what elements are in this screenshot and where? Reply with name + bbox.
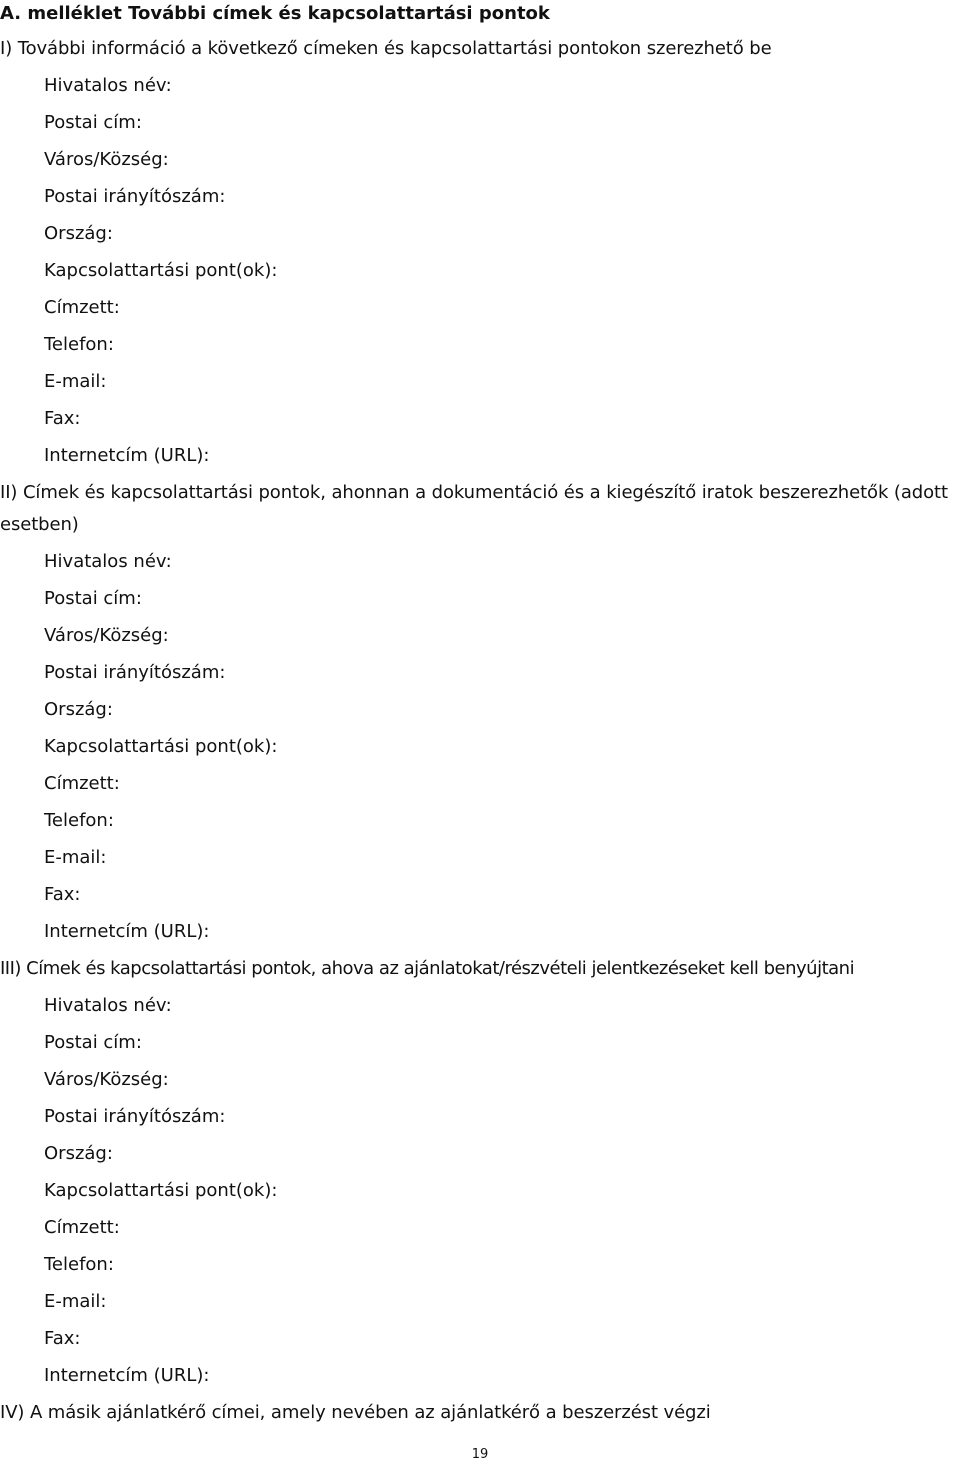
field-postal-code: Postai irányítószám: <box>44 1106 226 1127</box>
field-country: Ország: <box>44 699 113 720</box>
field-official-name: Hivatalos név: <box>44 75 172 96</box>
field-contact-points: Kapcsolattartási pont(ok): <box>44 260 278 281</box>
field-country: Ország: <box>44 223 113 244</box>
field-postal-code: Postai irányítószám: <box>44 186 226 207</box>
field-addressee: Címzett: <box>44 1217 120 1238</box>
field-email: E-mail: <box>44 847 107 868</box>
field-addressee: Címzett: <box>44 297 120 318</box>
document-title: A. melléklet További címek és kapcsolattartási pontok <box>0 3 550 24</box>
field-phone: Telefon: <box>44 810 114 831</box>
field-url: Internetcím (URL): <box>44 921 210 942</box>
section-heading-1: I) További információ a következő címeken és kapcsolattartási pontokon szerezhető be <box>0 38 772 59</box>
field-postal-address: Postai cím: <box>44 1032 142 1053</box>
field-city: Város/Község: <box>44 625 169 646</box>
field-url: Internetcím (URL): <box>44 1365 210 1386</box>
page-number: 19 <box>471 1447 489 1462</box>
section-heading-4: IV) A másik ajánlatkérő címei, amely nevében az ajánlatkérő a beszerzést végzi <box>0 1402 711 1423</box>
field-postal-code: Postai irányítószám: <box>44 662 226 683</box>
field-official-name: Hivatalos név: <box>44 995 172 1016</box>
field-contact-points: Kapcsolattartási pont(ok): <box>44 736 278 757</box>
field-email: E-mail: <box>44 371 107 392</box>
field-email: E-mail: <box>44 1291 107 1312</box>
field-postal-address: Postai cím: <box>44 588 142 609</box>
field-contact-points: Kapcsolattartási pont(ok): <box>44 1180 278 1201</box>
field-fax: Fax: <box>44 884 81 905</box>
section-heading-3: III) Címek és kapcsolattartási pontok, ahova az ajánlatokat/részvételi jelentkezéseket kell benyújtani <box>0 958 855 979</box>
field-city: Város/Község: <box>44 1069 169 1090</box>
field-fax: Fax: <box>44 408 81 429</box>
field-phone: Telefon: <box>44 334 114 355</box>
field-url: Internetcím (URL): <box>44 445 210 466</box>
field-addressee: Címzett: <box>44 773 120 794</box>
field-city: Város/Község: <box>44 149 169 170</box>
section-heading-2: II) Címek és kapcsolattartási pontok, ahonnan a dokumentáció és a kiegészítő iratok beszerezhetők (adott esetben) <box>0 482 948 535</box>
field-fax: Fax: <box>44 1328 81 1349</box>
field-official-name: Hivatalos név: <box>44 551 172 572</box>
field-phone: Telefon: <box>44 1254 114 1275</box>
field-postal-address: Postai cím: <box>44 112 142 133</box>
field-country: Ország: <box>44 1143 113 1164</box>
